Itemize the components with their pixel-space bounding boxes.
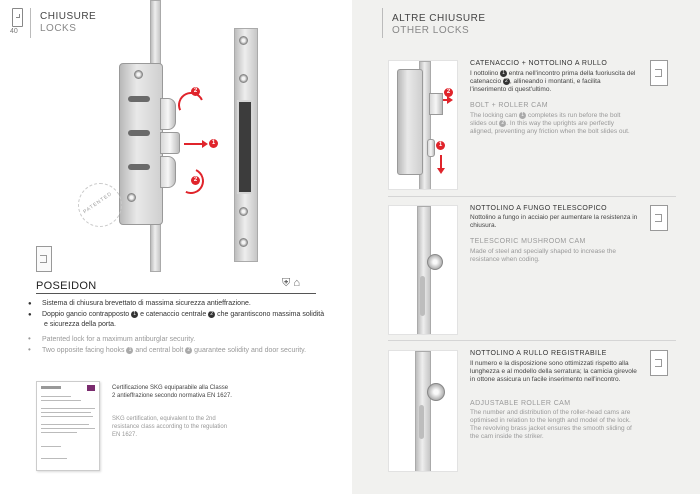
item3-title-en: ADJUSTABLE ROLLER CAM (470, 400, 571, 407)
lower-hook (160, 156, 176, 188)
callout-2-bottom: 2 (191, 176, 200, 185)
patented-label: PATENTED (82, 190, 114, 216)
cert-icons (282, 277, 300, 290)
door-lock-icon (650, 205, 668, 231)
product-image-bolt-roller (388, 60, 458, 190)
door-tab-icon (12, 8, 23, 27)
screw-icon (239, 74, 248, 83)
callout-2-top: 2 (191, 87, 200, 96)
item1-desc-en: The locking cam 1 completes its run before the bolt slides out 2 . In this way the uprights are perfectly aligned, preventing any friction when the bolt slides out. (470, 112, 630, 135)
item2-title-en: TELESCORIC MUSHROOM CAM (470, 238, 586, 245)
section-title-en: LOCKS (40, 23, 77, 34)
item3-title-it: NOTTOLINO A RULLO REGISTRABILE (470, 350, 607, 357)
patented-stamp (78, 183, 122, 227)
section-title-it: ALTRE CHIUSURE (392, 13, 486, 24)
feature-en-2: •Two opposite facing hooks 1 and central bolt 2 guarantee solidity and door security. (36, 345, 326, 355)
item2-desc-it: Nottolino a fungo in acciaio per aumentare la resistenza in chiusura. (470, 214, 638, 229)
case-slot (128, 164, 150, 170)
case-slot (128, 130, 150, 136)
screw-icon (239, 207, 248, 216)
cert-text-en: SKG certification, equivalent to the 2nd resistance class according to the regulation EN 1627. (112, 416, 228, 438)
item1-title-it: CATENACCIO + NOTTOLINO A RULLO (470, 60, 608, 67)
cert-logo-icon (87, 385, 95, 391)
callout-1: 1 (209, 139, 218, 148)
title-rule (36, 293, 316, 294)
bolt-arrow (184, 143, 204, 145)
cert-text-it: Certificazione SKG equiparabile alla Classe 2 antieffrazione secondo normativa EN 1627. (112, 385, 232, 399)
section-title (40, 11, 96, 35)
separator (388, 196, 676, 197)
item1-title-en: BOLT + ROLLER CAM (470, 102, 548, 109)
item2-title-it: NOTTOLINO A FUNGO TELESCOPICO (470, 205, 607, 212)
callout-1: 1 (436, 141, 445, 150)
separator (388, 340, 676, 341)
screw-icon (239, 36, 248, 45)
door-lock-icon (36, 246, 52, 272)
section-title (392, 13, 486, 37)
callout-2: 2 (444, 88, 453, 97)
screw-icon (134, 70, 143, 79)
item1-desc-it: I nottolino 1 entra nell'incontro prima della fuoriuscita del catenaccio 2 , allineando i montanti, e facilita l'inserimento di quest'ultimo. (470, 70, 636, 93)
right-page (352, 0, 700, 494)
screw-icon (127, 193, 136, 202)
central-bolt (160, 132, 180, 154)
screw-icon (239, 238, 248, 247)
item3-desc-en: The number and distribution of the roller-head cams are optimised in relation to the length and model of the lock. The revolving brass jacket ensures the smooth sliding of the cam inside the striker. (470, 409, 632, 440)
shield-icon: ⛨ (282, 277, 291, 289)
page-number: 40 (10, 28, 18, 35)
product-image-mushroom-cam (388, 205, 458, 335)
features-en (36, 334, 326, 356)
home-icon: ⌂ (293, 277, 300, 289)
door-lock-icon (650, 60, 668, 86)
upper-hook (160, 98, 176, 130)
case-slot (128, 96, 150, 102)
feature-en-1: •Patented lock for a maximum antiburglar security. (36, 334, 326, 344)
product-title: POSEIDON (36, 280, 97, 292)
item3-desc-it: Il numero e la disposizione sono ottimizzati rispetto alla lunghezza e al modello della serratura; la camicia girevole in ottone assicura un facile inserimento nell'incontro. (470, 360, 637, 383)
item2-desc-en: Made of steel and specially shaped to increase the resistance when coding. (470, 248, 616, 263)
product-image-adjustable-roller (388, 350, 458, 472)
title-divider (382, 8, 383, 38)
feature-it-1: ●Sistema di chiusura brevettato di massima sicurezza antieffrazione. (36, 299, 326, 309)
feature-it-2: ●Doppio gancio contrapposto 1 e catenaccio centrale 2 che garantiscono massima solidità e sicurezza della porta. (36, 310, 326, 329)
certificate-thumbnail (36, 381, 100, 471)
features-it (36, 299, 326, 330)
door-lock-icon (650, 350, 668, 376)
striker-window (237, 100, 253, 194)
lock-case (119, 63, 163, 225)
title-divider (30, 8, 31, 38)
section-title-en: OTHER LOCKS (392, 25, 470, 36)
section-title-it: CHIUSURE (40, 11, 97, 22)
